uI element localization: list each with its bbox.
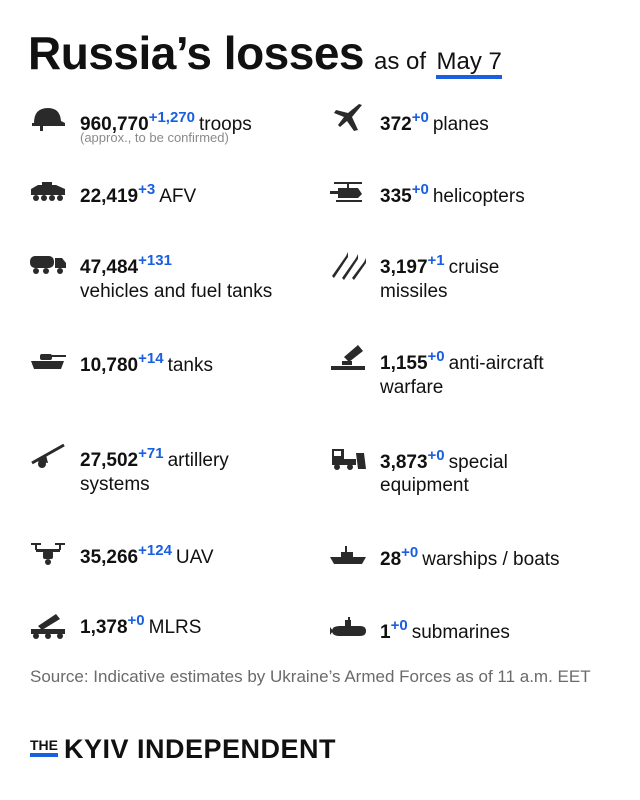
stat-label: tanks (167, 355, 213, 376)
stat-label: warships / boats (422, 549, 560, 570)
submarine-icon (328, 613, 368, 643)
stat-label: vehicles and fuel tanks (80, 281, 273, 302)
stat-delta: +1,270 (148, 109, 195, 126)
missile-icon (328, 250, 368, 280)
stat-label: UAV (175, 547, 214, 568)
tank-icon (28, 346, 68, 376)
stat-number: 35,266 (80, 547, 139, 568)
stat-number: 960,770 (80, 114, 149, 135)
stat-delta: +71 (138, 445, 164, 462)
helicopter-icon (328, 177, 368, 207)
stat-label-2: systems (80, 474, 150, 495)
stat-number: 10,780 (80, 355, 139, 376)
stat-label: special (448, 452, 508, 473)
stat-label: cruise (448, 257, 500, 278)
drone-icon (28, 538, 68, 568)
title-date: May 7 (436, 49, 501, 79)
stat-number: 28 (380, 549, 402, 570)
stat-delta: +0 (427, 447, 445, 464)
stat-delta: +1 (427, 252, 445, 269)
stat-label: MLRS (148, 617, 202, 638)
stat-number: 22,419 (80, 186, 139, 207)
stat-delta: +3 (138, 181, 156, 198)
stat-note: (approx., to be confirmed) (80, 130, 229, 145)
stat-delta: +0 (427, 348, 445, 365)
title-as-of: as of (374, 48, 427, 75)
brand-the: THE (30, 737, 58, 757)
helmet-icon (28, 103, 68, 133)
artillery-icon (28, 441, 68, 471)
stat-label: anti-aircraft (448, 353, 544, 374)
stat-delta: +0 (127, 612, 145, 629)
anti-aircraft-icon (328, 343, 368, 373)
stat-label: AFV (159, 186, 197, 207)
bulldozer-icon (328, 443, 368, 473)
header (28, 26, 502, 80)
stat-delta: +0 (390, 617, 408, 634)
stat-label-2: equipment (380, 475, 469, 496)
afv-icon (28, 177, 68, 207)
stat-number: 1 (380, 622, 391, 643)
source-note: Source: Indicative estimates by Ukraine’s Armed Forces as of 11 a.m. EET (30, 667, 591, 686)
stat-delta: +131 (138, 252, 172, 269)
stat-number: 3,873 (380, 452, 428, 473)
truck-icon (28, 248, 68, 278)
stat-number: 27,502 (80, 450, 139, 471)
stat-number: 47,484 (80, 257, 139, 278)
stat-label-2: warfare (380, 377, 444, 398)
stat-number: 372 (380, 114, 412, 135)
mlrs-icon (28, 610, 68, 640)
stat-delta: +0 (411, 181, 429, 198)
warship-icon (328, 540, 368, 570)
stat-number: 1,378 (80, 617, 128, 638)
stat-label: submarines (411, 622, 510, 643)
stat-label-2: missiles (380, 281, 448, 302)
brand-name: KYIV INDEPENDENT (64, 734, 337, 764)
brand-logo (30, 734, 336, 765)
stat-delta: +0 (411, 109, 429, 126)
stat-label: artillery (167, 450, 229, 471)
stat-label: planes (432, 114, 489, 135)
stat-number: 3,197 (380, 257, 428, 278)
stat-delta: +124 (138, 542, 172, 559)
stat-label: helicopters (432, 186, 525, 207)
stat-delta: +0 (401, 544, 419, 561)
page-title: Russia’s losses (28, 27, 364, 79)
stat-label: troops (198, 114, 252, 135)
plane-icon (328, 103, 368, 133)
stat-number: 1,155 (380, 353, 428, 374)
stat-delta: +14 (138, 350, 164, 367)
stat-number: 335 (380, 186, 412, 207)
